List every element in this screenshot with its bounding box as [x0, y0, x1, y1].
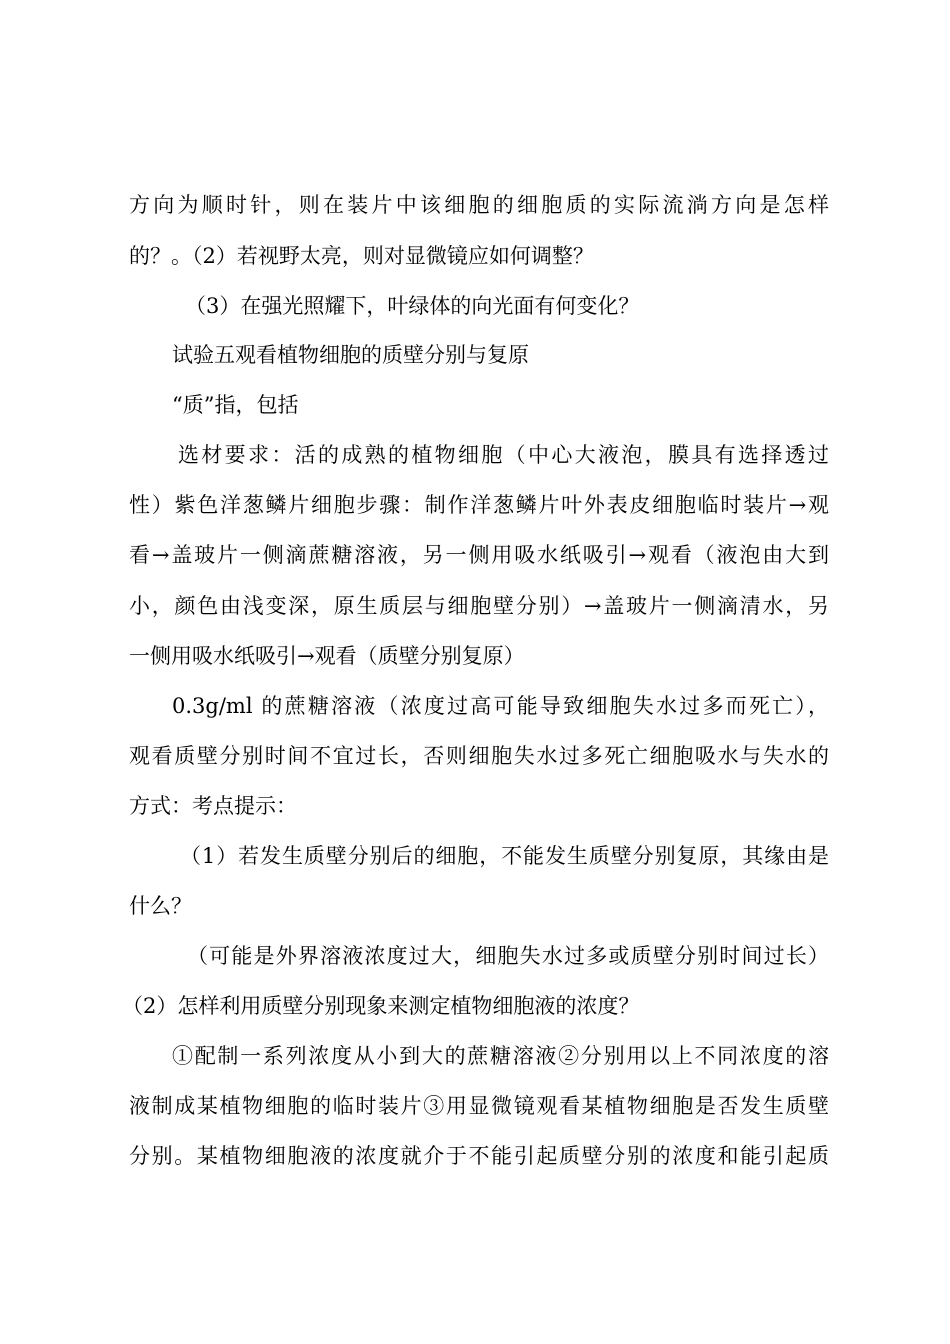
- text-line: “质”指，包括: [172, 393, 299, 417]
- section-heading: 试验五观看植物细胞的质壁分别与复原: [172, 343, 529, 367]
- text-line: 分别。某植物细胞液的浓度就介于不能引起质壁分别的浓度和能引起质: [129, 1144, 829, 1168]
- text-line: 性）紫色洋葱鳞片细胞步骤：制作洋葱鳞片叶外表皮细胞临时装片→观: [129, 493, 829, 517]
- text-line: （可能是外界溶液浓度过大，细胞失水过多或质壁分别时间过长）: [187, 944, 829, 968]
- text-line: （1）若发生质壁分别后的细胞，不能发生质壁分别复原，其缘由是: [180, 844, 829, 868]
- text-line: 方向为顺时针，则在装片中该细胞的细胞质的实际流淌方向是怎样: [129, 193, 829, 217]
- text-line: 一侧用吸水纸吸引→观看（质壁分别复原）: [129, 644, 525, 668]
- text-line: ①配制一系列浓度从小到大的蔗糖溶液②分别用以上不同浓度的溶: [172, 1044, 829, 1068]
- text-line: 选材要求：活的成熟的植物细胞（中心大液泡，膜具有选择透过: [178, 443, 829, 467]
- text-line: 小，颜色由浅变深，原生质层与细胞壁分别）→盖玻片一侧滴清水，另: [129, 594, 829, 618]
- text-line: 什么？: [129, 894, 192, 918]
- text-line: 0.3g/ml 的蔗糖溶液（浓度过高可能导致细胞失水过多而死亡），: [172, 694, 829, 718]
- text-line: 液制成某植物细胞的临时装片③用显微镜观看某植物细胞是否发生质壁: [129, 1094, 829, 1118]
- text-line: 方式：考点提示：: [129, 794, 297, 818]
- text-line: 看→盖玻片一侧滴蔗糖溶液，另一侧用吸水纸吸引→观看（液泡由大到: [129, 543, 829, 567]
- text-line: （3）在强光照耀下，叶绿体的向光面有何变化？: [185, 294, 640, 318]
- text-line: 观看质壁分别时间不宜过长，否则细胞失水过多死亡细胞吸水与失水的: [129, 744, 829, 768]
- text-line: 的？。（2）若视野太亮，则对显微镜应如何调整？: [129, 244, 594, 268]
- text-line: （2）怎样利用质壁分别现象来测定植物细胞液的浓度？: [122, 994, 640, 1018]
